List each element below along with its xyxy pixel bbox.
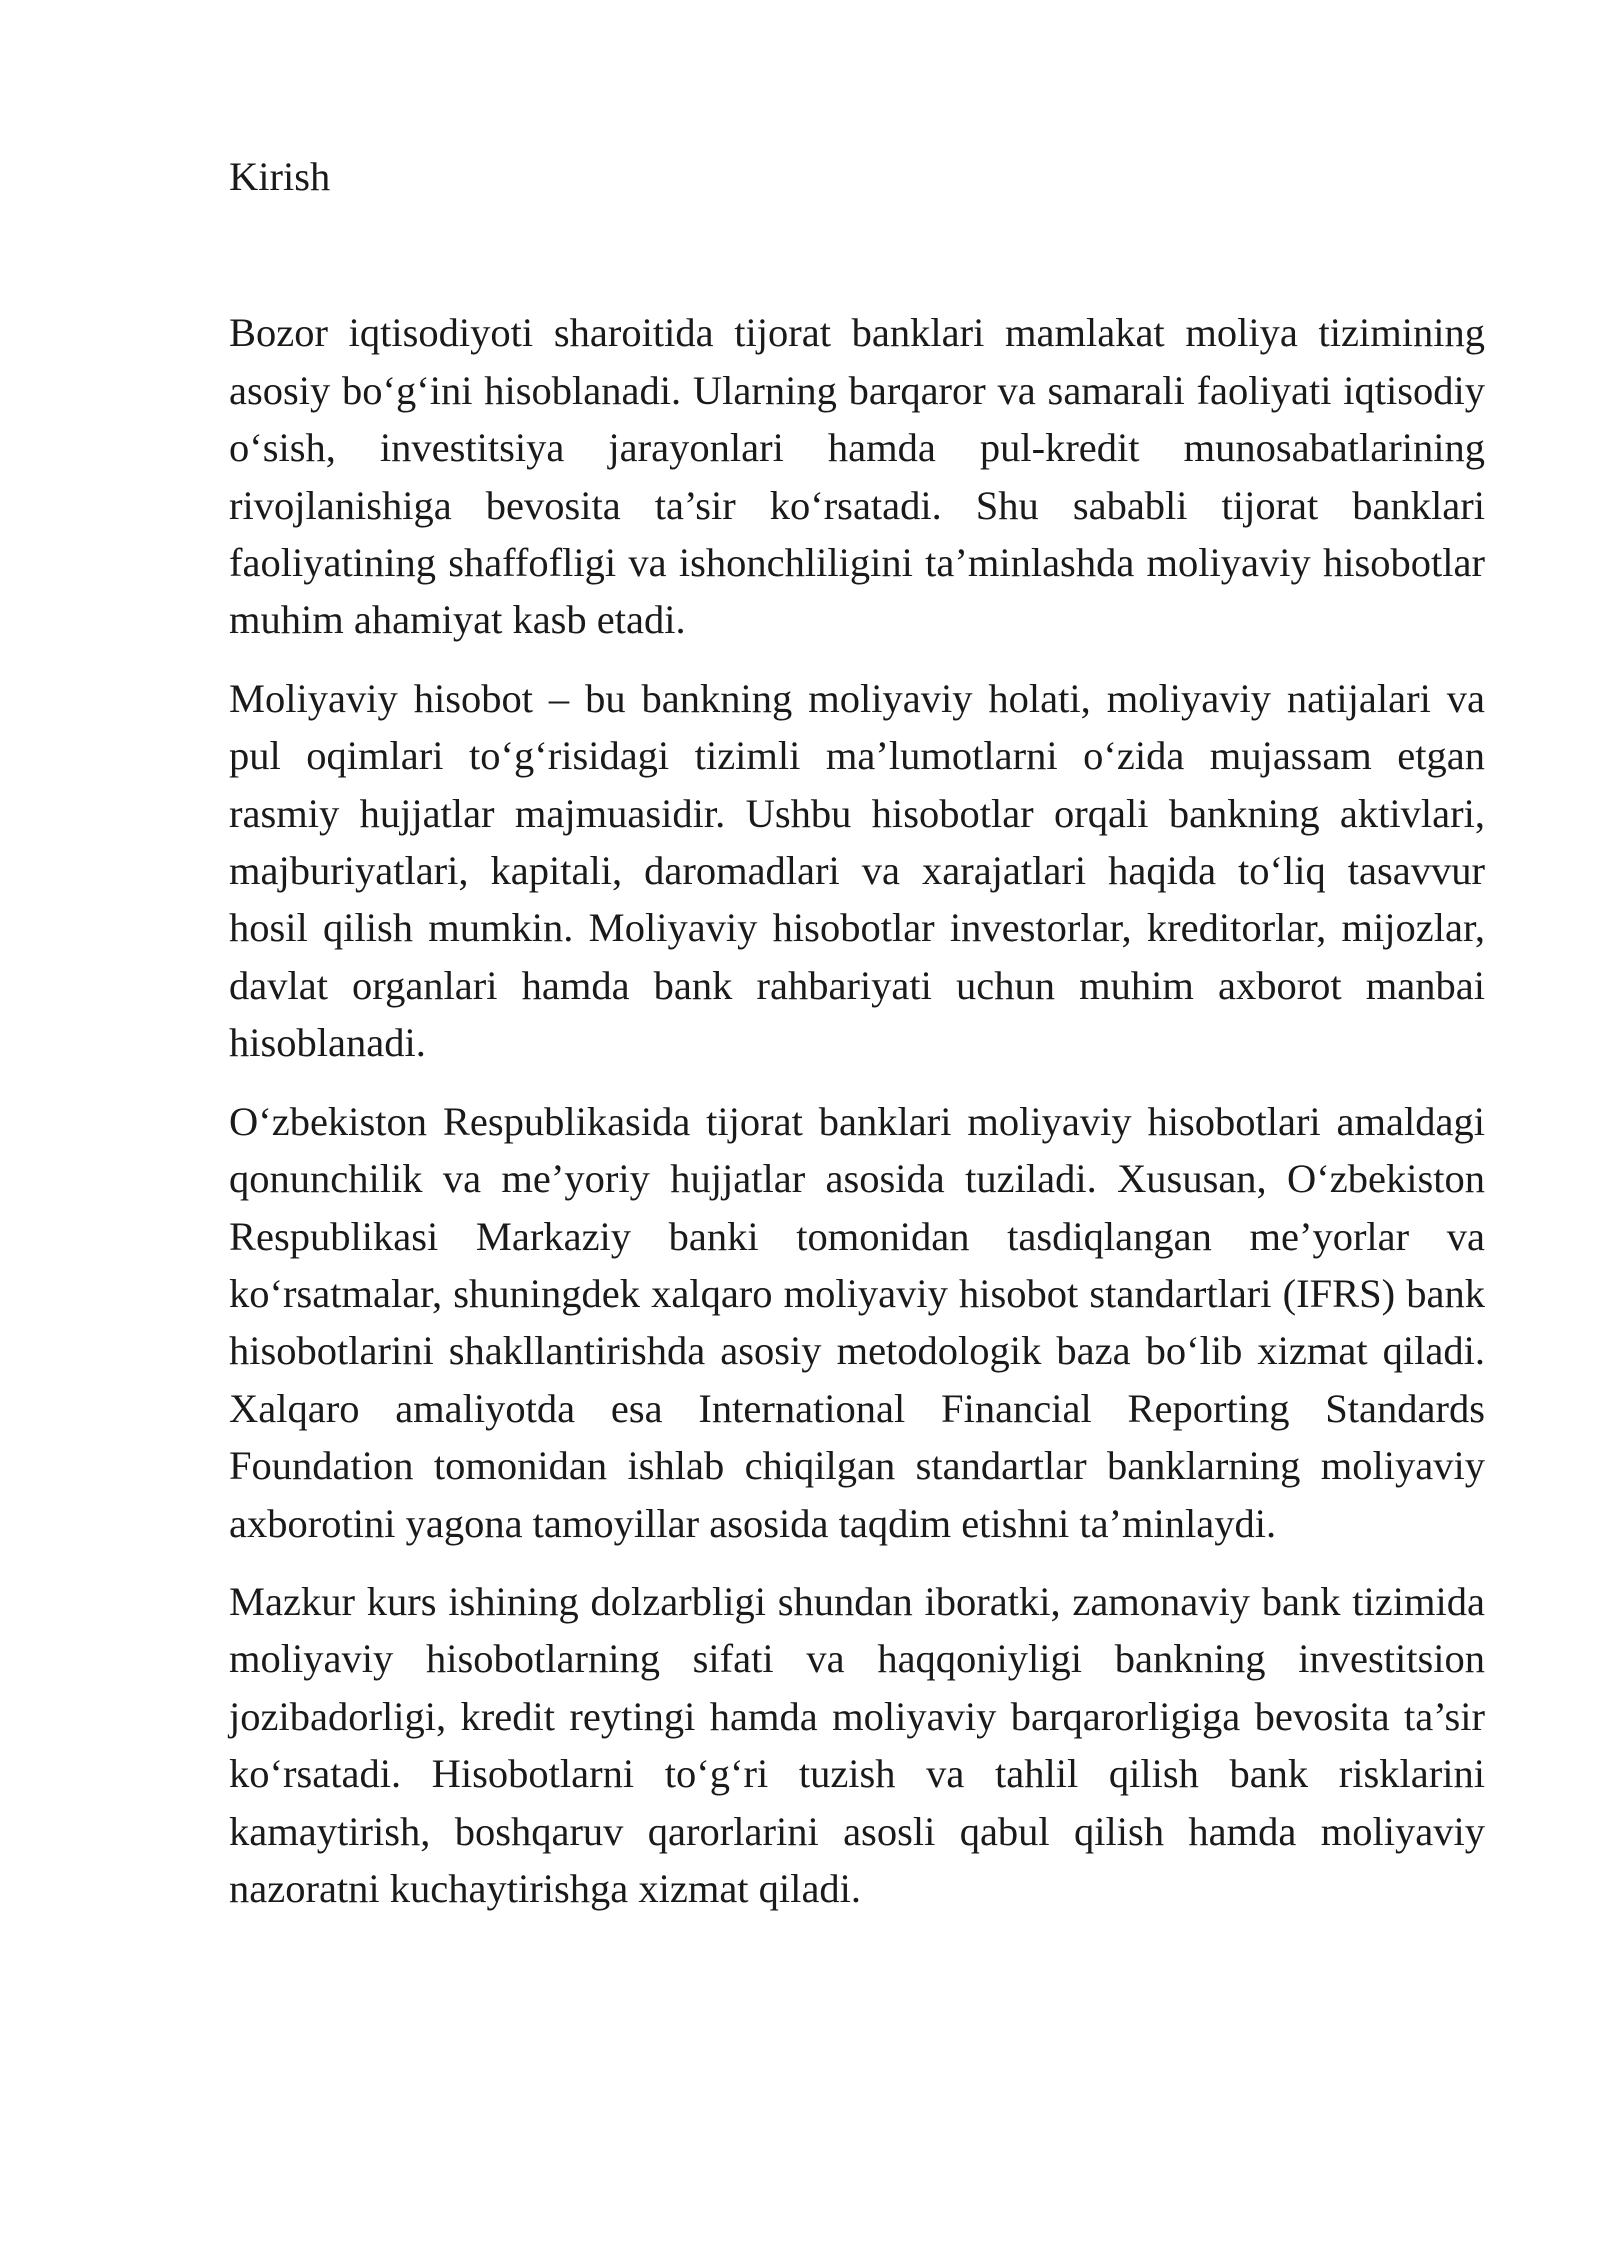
paragraph-2: Moliyaviy hisobot – bu bankning moliyaviy holati, moliyaviy natijalari va pul oqimlari to‘g‘risidagi tizimli ma’lumotlarni o‘zida mujassam etgan rasmiy hujjatlar majmuasidir. Ushbu hisobotlar orqali bankning aktivlari, majburiyatlari, kapitali, daromadlari va xarajatlari haqida to‘liq tasavvur hosil qilish mumkin. Moliyaviy hisobotlar investorlar, kreditorlar, mijozlar, davlat organlari hamda bank rahbariyati uchun muhim axborot manbai hisoblanadi. — [229, 675, 1485, 1066]
paragraph-1: Bozor iqtisodiyoti sharoitida tijorat banklari mamlakat moliya tizimining asosiy bo‘g‘ini hisoblanadi. Ularning barqaror va samarali faoliyati iqtisodiy o‘sish, investitsiya jarayonlari hamda pul-kredit munosabatlarining rivojlanishiga bevosita ta’sir ko‘rsatadi. Shu sababli tijorat banklari faoliyatining shaffofligi va ishonchliligini ta’minlashda moliyaviy hisobotlar muhim ahamiyat kasb etadi. — [229, 310, 1485, 643]
section-heading: Kirish — [229, 154, 331, 199]
document-body — [229, 148, 1485, 1938]
paragraph-3: O‘zbekiston Respublikasida tijorat banklari moliyaviy hisobotlari amaldagi qonunchilik va me’yoriy hujjatlar asosida tuziladi. Xususan, O‘zbekiston Respublikasi Markaziy banki tomonidan tasdiqlangan me’yorlar va ko‘rsatmalar, shuningdek xalqaro moliyaviy hisobot standartlari (IFRS) bank hisobotlarini shakllantirishda asosiy metodologik baza bo‘lib xizmat qiladi. Xalqaro amaliyotda esa International Financial Reporting Standards Foundation tomonidan ishlab chiqilgan standartlar banklarning moliyaviy axborotini yagona tamoyillar asosida taqdim etishni ta’minlaydi. — [229, 1098, 1485, 1546]
paragraph-4: Mazkur kurs ishining dolzarbligi shundan iboratki, zamonaviy bank tizimida moliyaviy hisobotlarning sifati va haqqoniyligi bankning investitsion jozibadorligi, kredit reytingi hamda moliyaviy barqarorligiga bevosita ta’sir ko‘rsatadi. Hisobotlarni to‘g‘ri tuzish va tahlil qilish bank risklarini kamaytirish, boshqaruv qarorlarini asosli qabul qilish hamda moliyaviy nazoratni kuchaytirishga xizmat qiladi. — [229, 1578, 1485, 1911]
